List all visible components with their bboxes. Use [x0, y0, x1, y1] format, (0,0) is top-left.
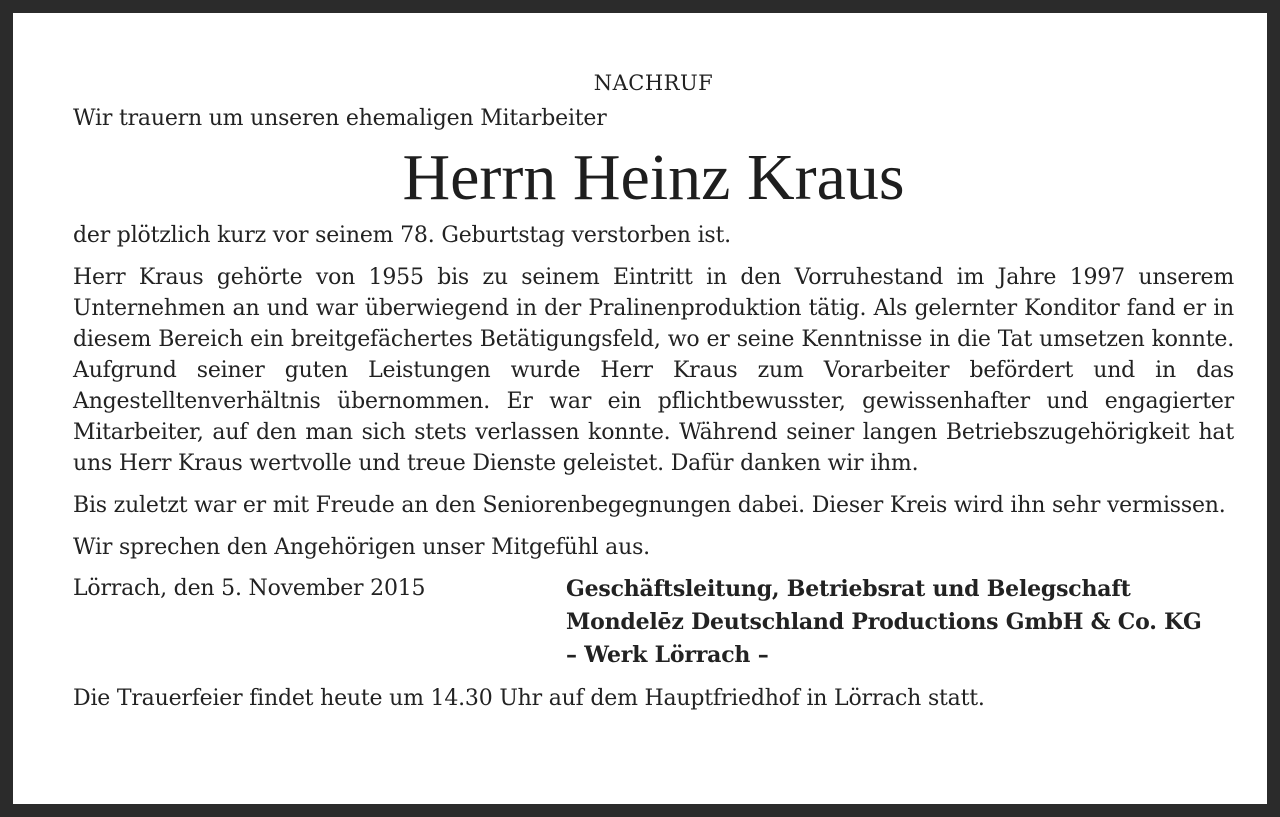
signer-line: Geschäftsleitung, Betriebsrat und Belegschaft — [566, 576, 1131, 602]
seniors-paragraph: Bis zuletzt war er mit Freude an den Seniorenbegegnungen dabei. Dieser Kreis wird ihn sehr vermissen. — [73, 493, 1226, 518]
place-date: Lörrach, den 5. November 2015 — [73, 576, 426, 601]
signature-block — [73, 573, 1234, 672]
deceased-name: Herrn Heinz Kraus — [402, 141, 905, 214]
signer-line: Mondelēz Deutschland Productions GmbH & Co. KG — [566, 609, 1202, 635]
signer-line: – Werk Lörrach – — [566, 642, 769, 668]
notice-body — [73, 63, 1234, 714]
after-name-text: der plötzlich kurz vor seinem 78. Geburtstag verstorben ist. — [73, 223, 731, 248]
notice-heading: NACHRUF — [593, 71, 714, 95]
intro-text: Wir trauern um unseren ehemaligen Mitarbeiter — [73, 106, 607, 131]
signers — [566, 573, 1202, 672]
condolence-text: Wir sprechen den Angehörigen unser Mitgefühl aus. — [73, 535, 650, 560]
funeral-notice: Die Trauerfeier findet heute um 14.30 Uhr auf dem Hauptfriedhof in Lörrach statt. — [73, 686, 985, 711]
career-paragraph: Herr Kraus gehörte von 1955 bis zu seinem Eintritt in den Vorruhestand im Jahre 1997 unserem Unternehmen an und war überwiegend in der Pralinenproduktion tätig. Als gelernter Konditor fand er in diesem Bereich ein breitgefächertes Betätigungsfeld, wo er seine Kenntnisse in die Tat umsetzen konnte. Aufgrund seiner guten Leistungen wurde Herr Kraus zum Vorarbeiter befördert und in das Angestelltenverhältnis übernommen. Er war ein pflichtbewusster, gewissenhafter und engagierter Mitarbeiter, auf den man sich stets verlassen konnte. Während seiner langen Betriebszugehörigkeit hat uns Herr Kraus wertvolle und treue Dienste geleistet. Dafür danken wir ihm. — [73, 265, 1234, 476]
